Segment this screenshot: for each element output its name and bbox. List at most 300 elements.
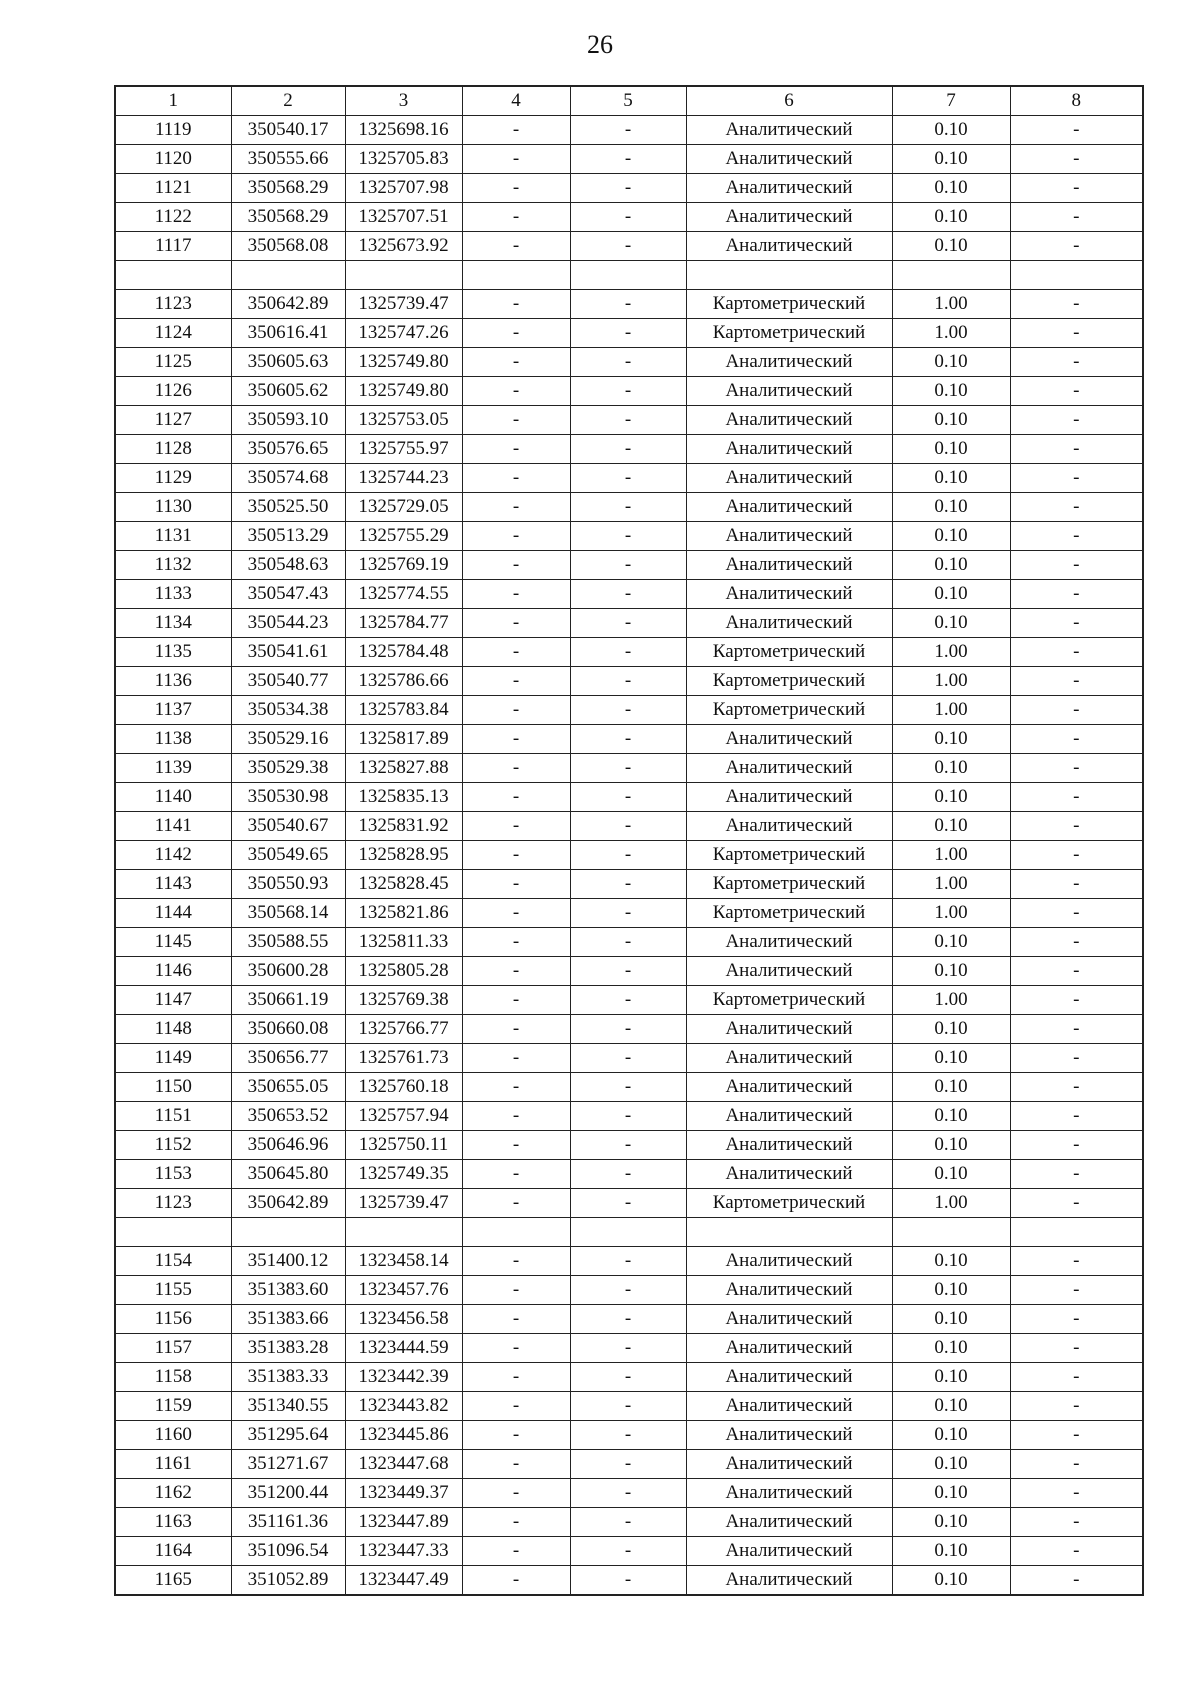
table-row [115,986,1143,1015]
accuracy-cell: 1.00 [892,290,1010,319]
col-4-cell: - [462,1363,570,1392]
col-5-cell: - [570,580,686,609]
method-cell: Аналитический [686,1160,892,1189]
point-number-cell: 1120 [115,145,231,174]
col-8-cell: - [1010,290,1143,319]
y-coordinate-cell: 1323447.68 [345,1450,462,1479]
table-body [115,86,1143,1595]
x-coordinate-cell: 350576.65 [231,435,345,464]
method-cell: Картометрический [686,986,892,1015]
col-5-cell: - [570,783,686,812]
x-coordinate-cell: 350574.68 [231,464,345,493]
col-8-cell: - [1010,464,1143,493]
x-coordinate-cell: 350646.96 [231,1131,345,1160]
x-coordinate-cell: 351271.67 [231,1450,345,1479]
col-5-cell [570,1218,686,1247]
method-cell: Аналитический [686,580,892,609]
table-row [115,1015,1143,1044]
col-5-cell: - [570,899,686,928]
x-coordinate-cell: 350540.17 [231,116,345,145]
header-cell: 7 [892,86,1010,116]
col-4-cell: - [462,667,570,696]
table-row [115,551,1143,580]
accuracy-cell: 0.10 [892,1566,1010,1596]
col-8-cell: - [1010,1508,1143,1537]
table-row [115,783,1143,812]
table-row [115,928,1143,957]
accuracy-cell: 0.10 [892,1073,1010,1102]
y-coordinate-cell: 1323447.49 [345,1566,462,1596]
accuracy-cell: 0.10 [892,754,1010,783]
col-8-cell: - [1010,1276,1143,1305]
col-8-cell: - [1010,435,1143,464]
table-row [115,638,1143,667]
x-coordinate-cell [231,1218,345,1247]
col-4-cell: - [462,348,570,377]
col-8-cell: - [1010,1015,1143,1044]
col-4-cell: - [462,1073,570,1102]
accuracy-cell: 1.00 [892,1189,1010,1218]
col-5-cell: - [570,870,686,899]
x-coordinate-cell: 350568.29 [231,174,345,203]
point-number-cell: 1121 [115,174,231,203]
table-row [115,1276,1143,1305]
col-4-cell: - [462,1450,570,1479]
col-5-cell: - [570,1015,686,1044]
point-number-cell: 1153 [115,1160,231,1189]
y-coordinate-cell: 1325828.95 [345,841,462,870]
col-5-cell: - [570,1479,686,1508]
x-coordinate-cell: 350656.77 [231,1044,345,1073]
col-4-cell: - [462,928,570,957]
accuracy-cell: 1.00 [892,986,1010,1015]
col-8-cell: - [1010,812,1143,841]
method-cell: Аналитический [686,928,892,957]
table-row [115,1073,1143,1102]
table-row [115,1102,1143,1131]
point-number-cell: 1152 [115,1131,231,1160]
method-cell: Картометрический [686,841,892,870]
method-cell: Картометрический [686,899,892,928]
col-8-cell: - [1010,319,1143,348]
col-8-cell: - [1010,783,1143,812]
y-coordinate-cell: 1325744.23 [345,464,462,493]
col-8-cell: - [1010,841,1143,870]
point-number-cell: 1160 [115,1421,231,1450]
accuracy-cell: 0.10 [892,464,1010,493]
table-row [115,435,1143,464]
accuracy-cell: 0.10 [892,1421,1010,1450]
method-cell: Аналитический [686,522,892,551]
point-number-cell: 1141 [115,812,231,841]
col-5-cell: - [570,1131,686,1160]
method-cell: Аналитический [686,1334,892,1363]
col-8-cell: - [1010,1566,1143,1596]
y-coordinate-cell: 1323449.37 [345,1479,462,1508]
method-cell: Аналитический [686,1305,892,1334]
accuracy-cell: 0.10 [892,1131,1010,1160]
table-row [115,406,1143,435]
accuracy-cell: 0.10 [892,1334,1010,1363]
col-4-cell: - [462,203,570,232]
col-4-cell: - [462,1508,570,1537]
col-5-cell: - [570,377,686,406]
accuracy-cell: 0.10 [892,580,1010,609]
accuracy-cell: 0.10 [892,609,1010,638]
col-8-cell: - [1010,551,1143,580]
y-coordinate-cell: 1323447.89 [345,1508,462,1537]
col-5-cell: - [570,290,686,319]
col-4-cell: - [462,1189,570,1218]
accuracy-cell: 0.10 [892,812,1010,841]
col-4-cell: - [462,1015,570,1044]
accuracy-cell: 0.10 [892,1450,1010,1479]
method-cell: Картометрический [686,638,892,667]
point-number-cell: 1165 [115,1566,231,1596]
table-row [115,203,1143,232]
header-cell: 1 [115,86,231,116]
x-coordinate-cell: 350655.05 [231,1073,345,1102]
col-4-cell: - [462,232,570,261]
col-8-cell: - [1010,667,1143,696]
col-8-cell: - [1010,754,1143,783]
y-coordinate-cell: 1325673.92 [345,232,462,261]
table-row [115,1450,1143,1479]
table-row [115,290,1143,319]
table-row [115,725,1143,754]
col-4-cell: - [462,1276,570,1305]
method-cell: Аналитический [686,1479,892,1508]
table-row [115,232,1143,261]
y-coordinate-cell [345,1218,462,1247]
col-4-cell: - [462,290,570,319]
y-coordinate-cell: 1325749.35 [345,1160,462,1189]
col-8-cell: - [1010,348,1143,377]
y-coordinate-cell [345,261,462,290]
x-coordinate-cell: 350541.61 [231,638,345,667]
accuracy-cell: 0.10 [892,1247,1010,1276]
y-coordinate-cell: 1325828.45 [345,870,462,899]
y-coordinate-cell: 1325766.77 [345,1015,462,1044]
table-row [115,116,1143,145]
accuracy-cell: 0.10 [892,1508,1010,1537]
table-row [115,1392,1143,1421]
header-cell: 4 [462,86,570,116]
col-4-cell: - [462,1044,570,1073]
table-row [115,609,1143,638]
col-8-cell: - [1010,116,1143,145]
method-cell: Картометрический [686,696,892,725]
col-8-cell: - [1010,1073,1143,1102]
x-coordinate-cell: 350605.63 [231,348,345,377]
col-8-cell: - [1010,1247,1143,1276]
col-5-cell: - [570,1392,686,1421]
col-4-cell: - [462,957,570,986]
x-coordinate-cell: 350660.08 [231,1015,345,1044]
col-4-cell: - [462,1102,570,1131]
col-5-cell: - [570,1044,686,1073]
col-5-cell: - [570,174,686,203]
col-5-cell: - [570,522,686,551]
table-row [115,1044,1143,1073]
y-coordinate-cell: 1325739.47 [345,290,462,319]
col-8-cell: - [1010,377,1143,406]
col-4-cell: - [462,522,570,551]
method-cell: Аналитический [686,464,892,493]
y-coordinate-cell: 1325698.16 [345,116,462,145]
point-number-cell: 1136 [115,667,231,696]
header-cell: 8 [1010,86,1143,116]
x-coordinate-cell: 351383.28 [231,1334,345,1363]
col-5-cell: - [570,1508,686,1537]
point-number-cell: 1133 [115,580,231,609]
accuracy-cell: 0.10 [892,493,1010,522]
col-4-cell: - [462,1537,570,1566]
accuracy-cell: 1.00 [892,841,1010,870]
accuracy-cell: 0.10 [892,232,1010,261]
col-8-cell: - [1010,232,1143,261]
table-row [115,1247,1143,1276]
x-coordinate-cell: 350529.38 [231,754,345,783]
point-number-cell: 1124 [115,319,231,348]
accuracy-cell: 0.10 [892,1160,1010,1189]
method-cell: Картометрический [686,319,892,348]
table-row [115,493,1143,522]
col-8-cell: - [1010,928,1143,957]
x-coordinate-cell: 351295.64 [231,1421,345,1450]
col-4-cell: - [462,986,570,1015]
method-cell: Аналитический [686,116,892,145]
method-cell: Аналитический [686,1015,892,1044]
table-row [115,1189,1143,1218]
col-4-cell: - [462,493,570,522]
col-5-cell: - [570,348,686,377]
accuracy-cell: 0.10 [892,1015,1010,1044]
y-coordinate-cell: 1325811.33 [345,928,462,957]
method-cell: Аналитический [686,812,892,841]
col-4-cell: - [462,406,570,435]
point-number-cell: 1155 [115,1276,231,1305]
accuracy-cell: 0.10 [892,551,1010,580]
col-8-cell: - [1010,174,1143,203]
col-8-cell: - [1010,986,1143,1015]
point-number-cell: 1148 [115,1015,231,1044]
y-coordinate-cell: 1323458.14 [345,1247,462,1276]
method-cell: Аналитический [686,725,892,754]
point-number-cell: 1146 [115,957,231,986]
accuracy-cell: 0.10 [892,348,1010,377]
method-cell: Аналитический [686,1044,892,1073]
col-8-cell [1010,1218,1143,1247]
col-4-cell: - [462,174,570,203]
point-number-cell [115,261,231,290]
y-coordinate-cell: 1325769.38 [345,986,462,1015]
table-row [115,319,1143,348]
x-coordinate-cell: 351400.12 [231,1247,345,1276]
point-number-cell: 1132 [115,551,231,580]
accuracy-cell: 0.10 [892,1044,1010,1073]
y-coordinate-cell: 1325774.55 [345,580,462,609]
x-coordinate-cell: 350525.50 [231,493,345,522]
col-5-cell: - [570,1537,686,1566]
y-coordinate-cell: 1325747.26 [345,319,462,348]
col-4-cell: - [462,435,570,464]
table-row [115,841,1143,870]
accuracy-cell: 0.10 [892,203,1010,232]
point-number-cell: 1127 [115,406,231,435]
x-coordinate-cell [231,261,345,290]
y-coordinate-cell: 1325805.28 [345,957,462,986]
method-cell [686,1218,892,1247]
method-cell: Аналитический [686,957,892,986]
col-8-cell: - [1010,725,1143,754]
col-4-cell: - [462,1131,570,1160]
page-number: 26 [587,30,613,59]
col-5-cell: - [570,1189,686,1218]
col-5-cell: - [570,638,686,667]
accuracy-cell: 1.00 [892,696,1010,725]
method-cell: Аналитический [686,551,892,580]
table-row [115,348,1143,377]
table-row [115,145,1143,174]
coordinates-table [114,85,1144,1596]
point-number-cell: 1123 [115,1189,231,1218]
col-4-cell: - [462,464,570,493]
point-number-cell [115,1218,231,1247]
col-8-cell [1010,261,1143,290]
col-5-cell: - [570,609,686,638]
point-number-cell: 1162 [115,1479,231,1508]
col-4-cell: - [462,609,570,638]
accuracy-cell: 0.10 [892,522,1010,551]
col-5-cell: - [570,957,686,986]
method-cell [686,261,892,290]
header-cell: 6 [686,86,892,116]
table-row [115,1421,1143,1450]
y-coordinate-cell: 1323442.39 [345,1363,462,1392]
y-coordinate-cell: 1325761.73 [345,1044,462,1073]
col-4-cell: - [462,754,570,783]
col-8-cell: - [1010,522,1143,551]
x-coordinate-cell: 350568.08 [231,232,345,261]
accuracy-cell: 1.00 [892,667,1010,696]
point-number-cell: 1163 [115,1508,231,1537]
y-coordinate-cell: 1325827.88 [345,754,462,783]
col-5-cell: - [570,406,686,435]
method-cell: Аналитический [686,348,892,377]
col-8-cell: - [1010,493,1143,522]
col-5-cell: - [570,464,686,493]
col-8-cell: - [1010,1479,1143,1508]
y-coordinate-cell: 1325707.51 [345,203,462,232]
col-4-cell: - [462,870,570,899]
col-4-cell: - [462,551,570,580]
y-coordinate-cell: 1325749.80 [345,348,462,377]
col-4-cell: - [462,638,570,667]
x-coordinate-cell: 350555.66 [231,145,345,174]
col-8-cell: - [1010,609,1143,638]
col-4-cell: - [462,1334,570,1363]
col-8-cell: - [1010,1334,1143,1363]
x-coordinate-cell: 350540.77 [231,667,345,696]
y-coordinate-cell: 1325817.89 [345,725,462,754]
col-8-cell: - [1010,1450,1143,1479]
table-row [115,696,1143,725]
col-5-cell: - [570,812,686,841]
col-5-cell: - [570,1421,686,1450]
table-row [115,812,1143,841]
x-coordinate-cell: 350568.29 [231,203,345,232]
accuracy-cell: 0.10 [892,377,1010,406]
table-row [115,667,1143,696]
table-row [115,1334,1143,1363]
col-8-cell: - [1010,1421,1143,1450]
col-4-cell: - [462,899,570,928]
col-5-cell: - [570,1334,686,1363]
col-8-cell: - [1010,1131,1143,1160]
y-coordinate-cell: 1325705.83 [345,145,462,174]
x-coordinate-cell: 350616.41 [231,319,345,348]
col-4-cell: - [462,696,570,725]
x-coordinate-cell: 351383.60 [231,1276,345,1305]
x-coordinate-cell: 350653.52 [231,1102,345,1131]
y-coordinate-cell: 1325739.47 [345,1189,462,1218]
col-8-cell: - [1010,1160,1143,1189]
col-8-cell: - [1010,870,1143,899]
point-number-cell: 1159 [115,1392,231,1421]
x-coordinate-cell: 350568.14 [231,899,345,928]
col-5-cell: - [570,1247,686,1276]
table-row [115,261,1143,290]
method-cell: Аналитический [686,232,892,261]
accuracy-cell: 0.10 [892,1479,1010,1508]
method-cell: Аналитический [686,783,892,812]
accuracy-cell: 0.10 [892,406,1010,435]
col-5-cell: - [570,696,686,725]
col-8-cell: - [1010,1392,1143,1421]
point-number-cell: 1139 [115,754,231,783]
point-number-cell: 1143 [115,870,231,899]
table-row [115,754,1143,783]
y-coordinate-cell: 1325757.94 [345,1102,462,1131]
accuracy-cell: 0.10 [892,174,1010,203]
accuracy-cell: 0.10 [892,1305,1010,1334]
col-4-cell: - [462,1305,570,1334]
col-5-cell: - [570,1363,686,1392]
col-5-cell [570,261,686,290]
col-5-cell: - [570,754,686,783]
x-coordinate-cell: 351096.54 [231,1537,345,1566]
accuracy-cell: 0.10 [892,1102,1010,1131]
method-cell: Аналитический [686,1102,892,1131]
method-cell: Аналитический [686,1566,892,1596]
point-number-cell: 1157 [115,1334,231,1363]
y-coordinate-cell: 1323447.33 [345,1537,462,1566]
header-cell: 2 [231,86,345,116]
x-coordinate-cell: 350530.98 [231,783,345,812]
point-number-cell: 1129 [115,464,231,493]
col-4-cell: - [462,1392,570,1421]
x-coordinate-cell: 350549.65 [231,841,345,870]
col-5-cell: - [570,1102,686,1131]
table-row [115,1131,1143,1160]
method-cell: Аналитический [686,1537,892,1566]
col-8-cell: - [1010,957,1143,986]
accuracy-cell: 0.10 [892,1392,1010,1421]
point-number-cell: 1145 [115,928,231,957]
table-row [115,1479,1143,1508]
x-coordinate-cell: 350513.29 [231,522,345,551]
